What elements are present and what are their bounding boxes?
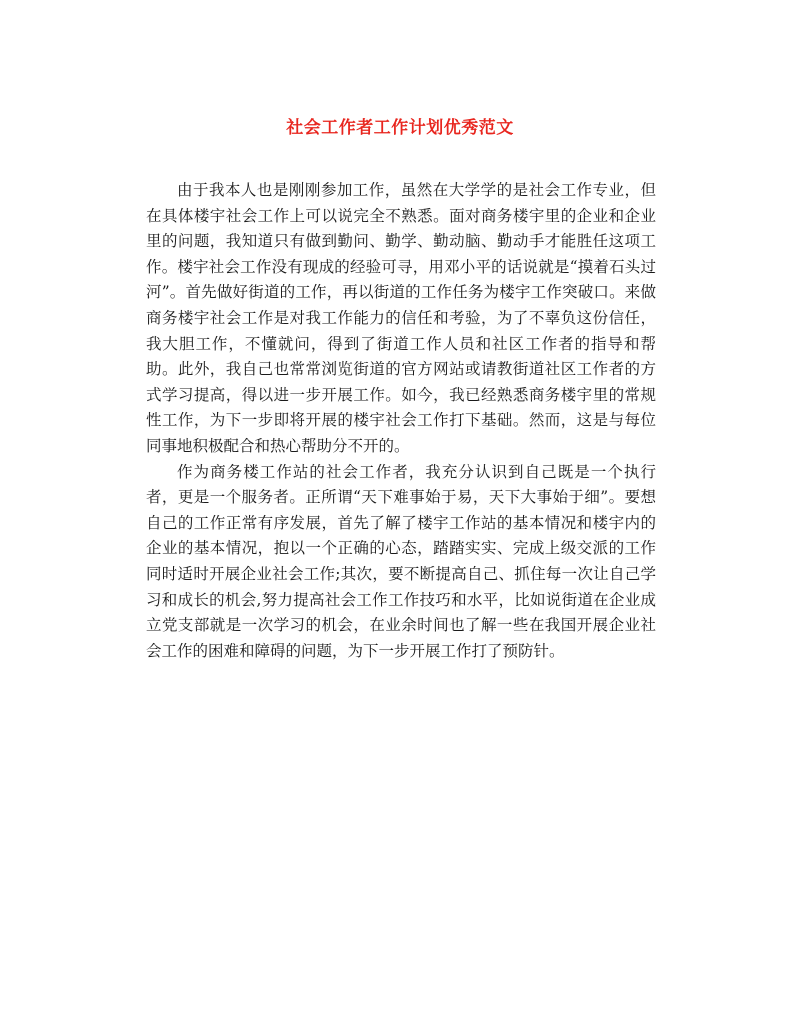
paragraph-1: 由于我本人也是刚刚参加工作，虽然在大学学的是社会工作专业，但在具体楼宇社会工作上可以说完全不熟悉。面对商务楼宇里的企业和企业里的问题，我知道只有做到勤问、勤学、勤动脑、勤动手才能胜任这项工作。楼宇社会工作没有现成的经验可寻，用邓小平的话说就是“摸着石头过河”。首先做好街道的工作，再以街道的工作任务为楼宇工作突破口。来做商务楼宇社会工作是对我工作能力的信任和考验，为了不辜负这份信任，我大胆工作，不懂就问，得到了街道工作人员和社区工作者的指导和帮助。此外，我自己也常常浏览街道的官方网站或请教街道社区工作者的方式学习提高，得以进一步开展工作。如今，我已经熟悉商务楼宇里的常规性工作，为下一步即将开展的楼宇社会工作打下基础。然而，这是与每位同事地积极配合和热心帮助分不开的。 bbox=[146, 181, 656, 455]
document-title: 社会工作者工作计划优秀范文 bbox=[286, 118, 514, 138]
document-body bbox=[146, 178, 656, 664]
paragraph-2: 作为商务楼工作站的社会工作者，我充分认识到自己既是一个执行者，更是一个服务者。正所谓“天下难事始于易，天下大事始于细”。要想自己的工作正常有序发展，首先了解了楼宇工作站的基本情况和楼宇内的企业的基本情况，抱以一个正确的心态，踏踏实实、完成上级交派的工作同时适时开展企业社会工作;其次，要不断提高自己、抓住每一次让自己学习和成长的机会,努力提高社会工作工作技巧和水平，比如说街道在企业成立党支部就是一次学习的机会，在业余时间也了解一些在我国开展企业社会工作的困难和障碍的问题，为下一步开展工作打了预防针。 bbox=[146, 462, 656, 660]
